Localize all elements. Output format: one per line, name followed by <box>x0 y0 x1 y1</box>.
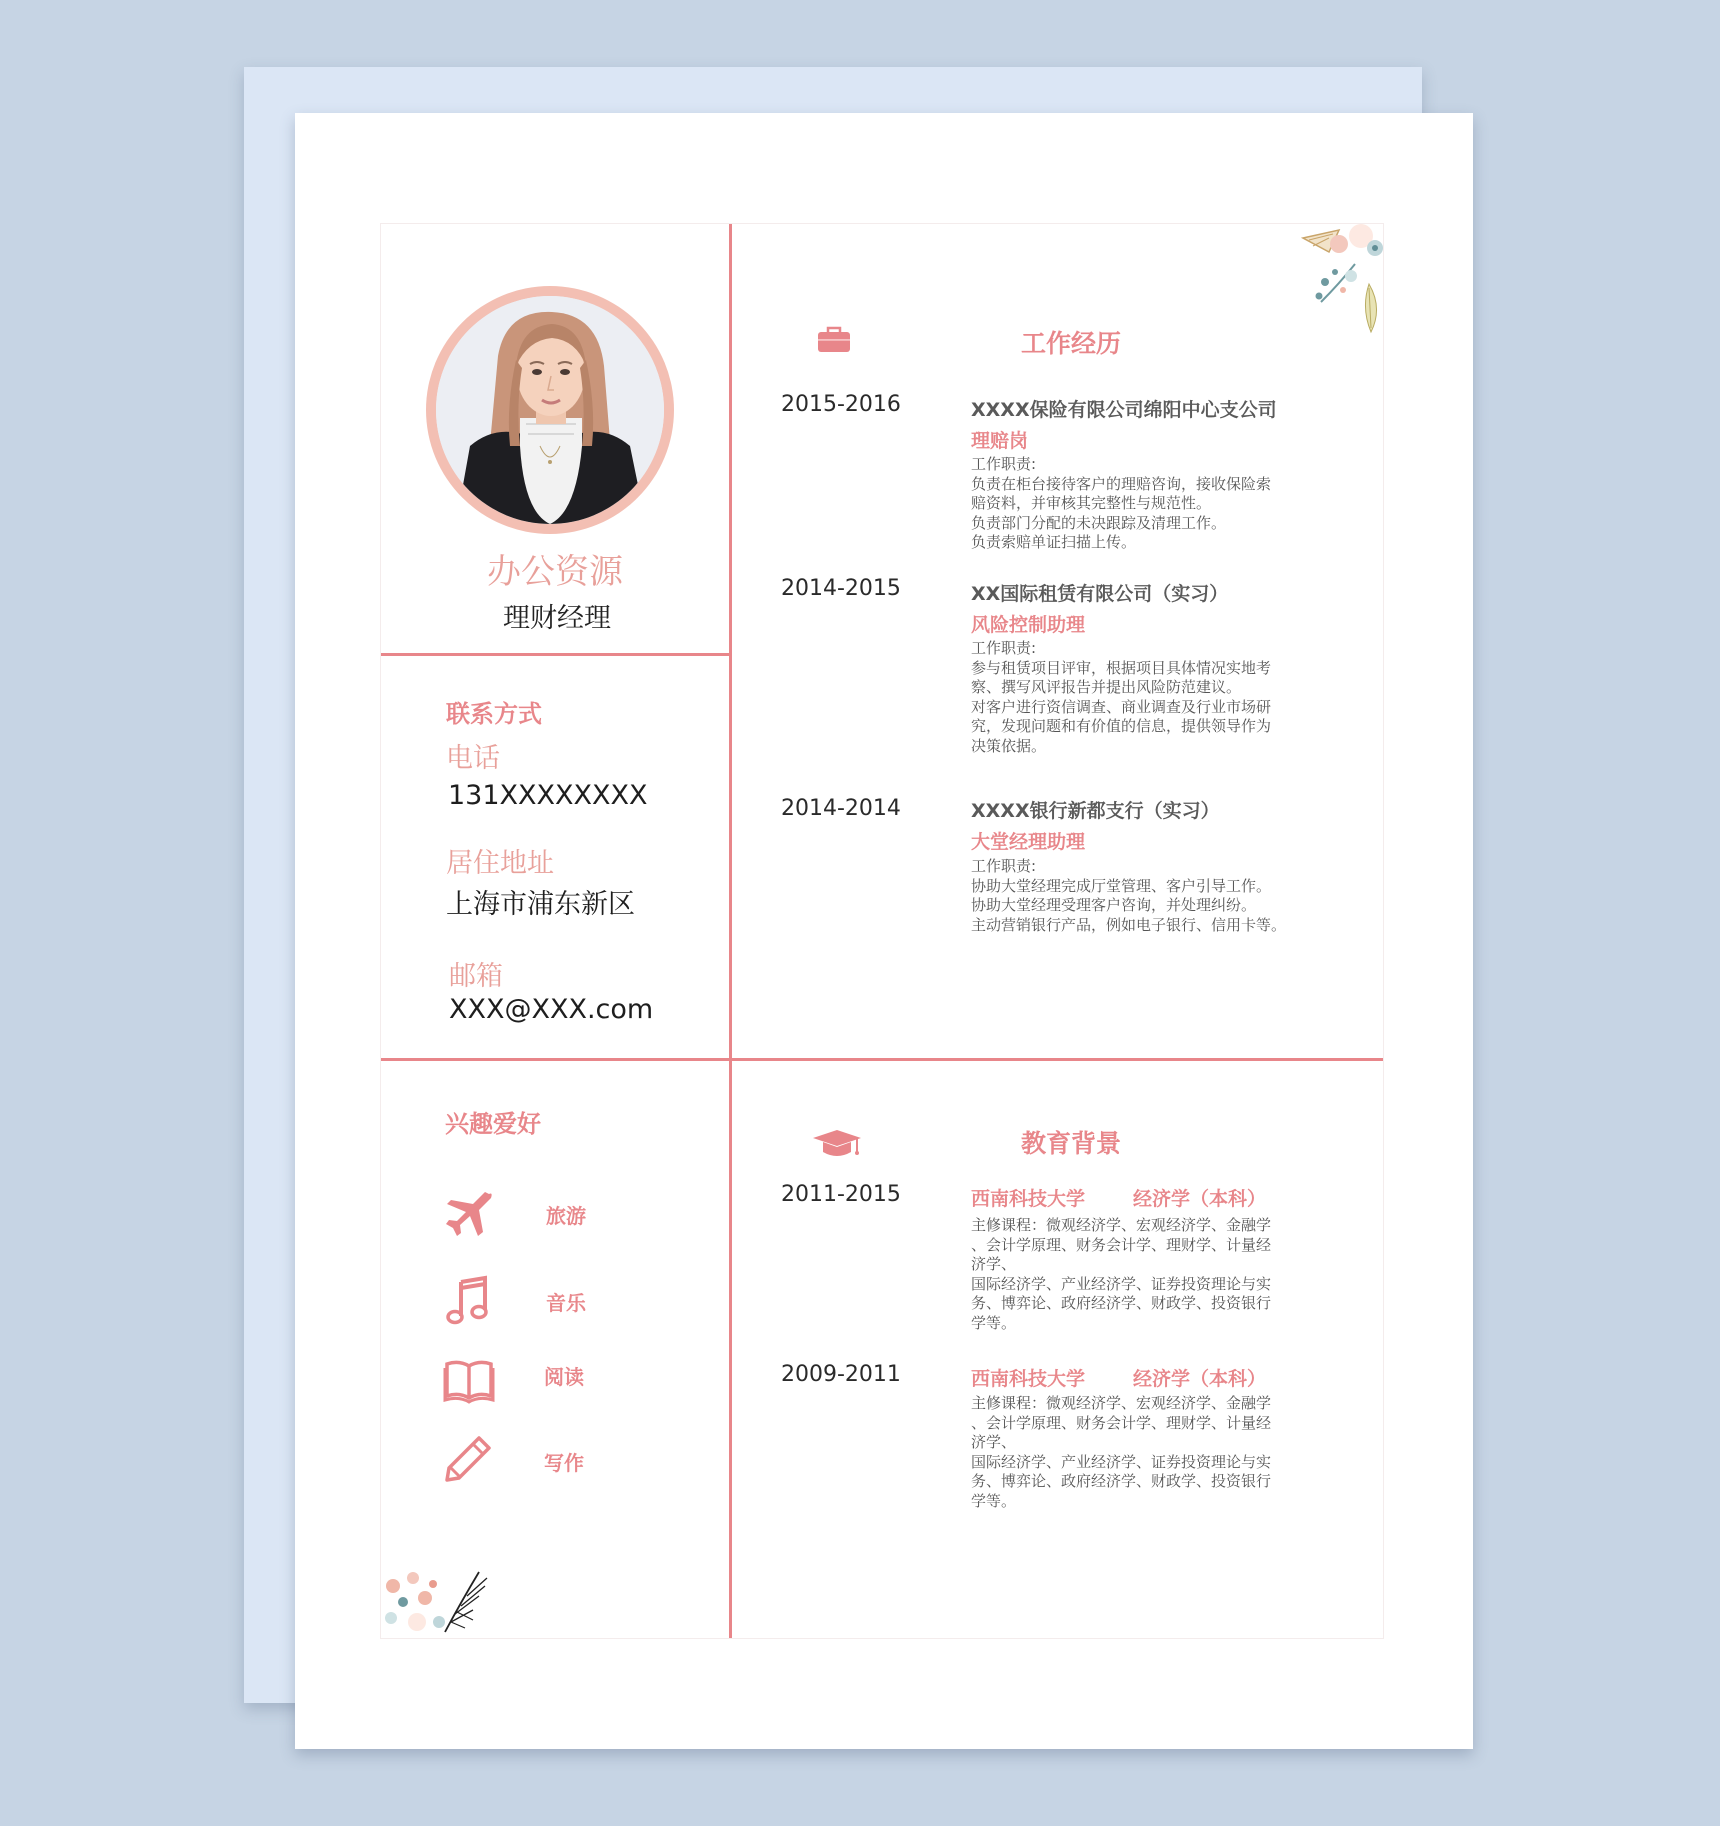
left-divider <box>381 653 729 656</box>
book-icon <box>443 1354 495 1406</box>
course-line: 、会计学原理、财务会计学、理财学、计量经 <box>971 1235 1272 1254</box>
phone-value: 131XXXXXXXX <box>448 780 648 811</box>
email-value: XXX@XXX.com <box>449 994 654 1025</box>
hobby-label-travel: 旅游 <box>546 1204 586 1228</box>
work-heading: 工作经历 <box>1021 329 1122 358</box>
duty-line: 协助大堂经理受理客户咨询，并处理纠纷。 <box>971 896 1257 914</box>
work-company: XX国际租赁有限公司（实习） <box>971 583 1229 605</box>
duty-line: 赔资料，并审核其完整性与规范性。 <box>971 494 1212 512</box>
briefcase-icon <box>817 326 851 354</box>
education-school: 西南科技大学 <box>971 1188 1086 1210</box>
duty-line: 协助大堂经理完成厅堂管理、客户引导工作。 <box>971 876 1272 895</box>
graduation-cap-icon <box>811 1128 863 1162</box>
duty-line: 究，发现问题和有价值的信息，提供领导作为 <box>971 717 1272 735</box>
course-line: 主修课程：微观经济学、宏观经济学、金融学 <box>971 1216 1272 1234</box>
work-years: 2014-2015 <box>781 576 901 601</box>
profile-title: 理财经理 <box>503 603 611 634</box>
duty-line: 决策依据。 <box>971 736 1047 755</box>
music-note-icon <box>443 1274 495 1326</box>
address-value: 上海市浦东新区 <box>446 889 635 920</box>
education-major: 经济学（本科） <box>1133 1368 1267 1390</box>
airplane-icon <box>443 1188 495 1240</box>
education-heading: 教育背景 <box>1021 1129 1122 1158</box>
phone-label: 电话 <box>446 743 500 774</box>
horizontal-divider <box>381 1058 1383 1061</box>
duty-line: 察、撰写风评报告并提出风险防范建议。 <box>971 678 1242 696</box>
contact-heading: 联系方式 <box>446 700 542 728</box>
duty-line: 主动营销银行产品，例如电子银行、信用卡等。 <box>971 915 1287 934</box>
course-line: 、会计学原理、财务会计学、理财学、计量经 <box>971 1413 1272 1432</box>
course-line: 务、博弈论、政府经济学、财政学、投资银行 <box>971 1294 1272 1312</box>
floral-corner-top-right <box>1299 224 1383 336</box>
education-years: 2011-2015 <box>781 1182 901 1207</box>
profile-photo <box>436 296 664 524</box>
course-line: 济学、 <box>971 1433 1017 1451</box>
course-line: 济学、 <box>971 1255 1017 1273</box>
pencil-icon <box>443 1432 495 1484</box>
education-description <box>971 1216 1316 1333</box>
work-description <box>971 857 1316 935</box>
course-line: 学等。 <box>971 1313 1017 1332</box>
floral-corner-bottom-left <box>381 1562 493 1638</box>
work-description <box>971 455 1316 553</box>
work-company: XXXX银行新都支行（实习） <box>971 800 1220 822</box>
profile-name: 办公资源 <box>487 552 623 592</box>
course-line: 主修课程：微观经济学、宏观经济学、金融学 <box>971 1394 1272 1412</box>
course-line: 学等。 <box>971 1491 1017 1510</box>
work-position: 风险控制助理 <box>971 614 1086 636</box>
work-position: 大堂经理助理 <box>971 831 1086 853</box>
vertical-divider <box>729 224 732 1638</box>
work-years: 2014-2014 <box>781 796 901 821</box>
email-label: 邮箱 <box>449 961 503 992</box>
duty-line: 负责在柜台接待客户的理赔咨询，接收保险索 <box>971 474 1272 493</box>
education-major: 经济学（本科） <box>1133 1188 1267 1210</box>
duty-line: 对客户进行资信调查、商业调查及行业市场研 <box>971 697 1272 716</box>
work-description <box>971 639 1316 756</box>
hobbies-heading: 兴趣爱好 <box>445 1110 541 1138</box>
hobby-label-reading: 阅读 <box>544 1365 584 1389</box>
education-school: 西南科技大学 <box>971 1368 1086 1390</box>
hobby-label-music: 音乐 <box>546 1291 586 1315</box>
education-years: 2009-2011 <box>781 1362 901 1387</box>
address-label: 居住地址 <box>446 848 554 879</box>
education-description <box>971 1394 1316 1511</box>
duty-line: 负责部门分配的未决跟踪及清理工作。 <box>971 513 1227 532</box>
profile-photo-frame <box>426 286 674 534</box>
work-years: 2015-2016 <box>781 392 901 417</box>
resume-page <box>295 113 1473 1749</box>
duties-label: 工作职责: <box>971 455 1037 473</box>
duty-line: 负责索赔单证扫描上传。 <box>971 533 1137 551</box>
duties-label: 工作职责: <box>971 857 1037 875</box>
course-line: 国际经济学、产业经济学、证券投资理论与实 <box>971 1274 1272 1293</box>
course-line: 国际经济学、产业经济学、证券投资理论与实 <box>971 1452 1272 1471</box>
hobby-label-writing: 写作 <box>544 1451 584 1475</box>
work-position: 理赔岗 <box>971 430 1029 452</box>
work-company: XXXX保险有限公司绵阳中心支公司 <box>971 399 1277 421</box>
duties-label: 工作职责: <box>971 639 1037 657</box>
course-line: 务、博弈论、政府经济学、财政学、投资银行 <box>971 1472 1272 1490</box>
resume-frame <box>380 223 1384 1639</box>
duty-line: 参与租赁项目评审，根据项目具体情况实地考 <box>971 658 1272 677</box>
